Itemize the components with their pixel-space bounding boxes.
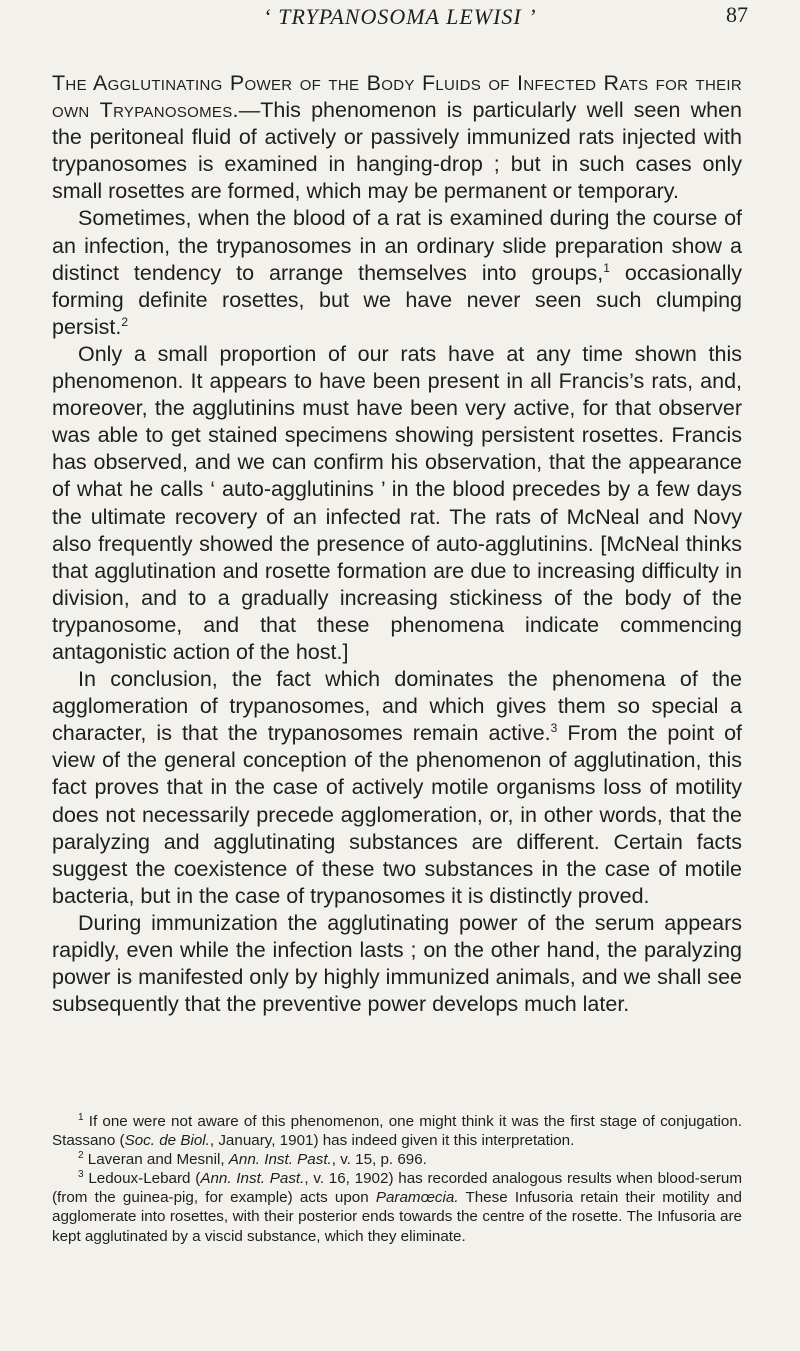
paragraph-5: During immunization the agglutinating power of the serum appears rapidly, even while the infection lasts ; on the other hand, the paralyzing power is manifested only by highly immunized animals, and we shall see subsequently that the preventive power develops much later.	[52, 910, 742, 1017]
paragraph-1	[52, 70, 742, 205]
footnote-2-text-b: , v. 15, p. 696.	[331, 1151, 427, 1169]
footnote-1	[52, 1112, 742, 1150]
footnote-3-text-b: , v. 16, 1902) has recorded analogous results when blood-serum (from the guinea-pig, for example) acts upon	[52, 1170, 742, 1207]
footnote-ref-1[interactable]: 1	[603, 260, 610, 275]
footnote-ref-2[interactable]: 2	[121, 314, 128, 329]
footnote-1-mark: 1	[78, 1112, 84, 1123]
footnote-3-mark: 3	[78, 1169, 84, 1181]
footnote-1-citation: Soc. de Biol.	[124, 1132, 210, 1150]
paragraph-4-text-a: In conclusion, the fact which dominates the phenomena of the agglomeration of trypanosomes, and which gives them so special a character, is that the trypanosomes remain active.	[52, 667, 742, 746]
paragraph-2	[52, 205, 742, 340]
footnote-3-genus: Paramœcia.	[375, 1189, 459, 1207]
paragraph-4	[52, 666, 742, 910]
paragraph-4-text-b: From the point of view of the general conception of the phenomenon of agglutination, this fact proves that in the case of actively motile organisms loss of motility does not necessarily precede agglomeration, or, in other words, that the paralyzing and agglutinating substances are different. Certain facts suggest the coexistence of these two substances in the case of motile bacteria, but in the case of trypanosomes it is distinctly proved.	[52, 721, 742, 908]
footnote-2-citation: Ann. Inst. Past.	[228, 1151, 332, 1169]
running-head: ‘ TRYPANOSOMA LEWISI ’	[263, 4, 537, 29]
footnote-3-text-a: Ledoux-Lebard (	[83, 1170, 201, 1188]
footnotes	[52, 1112, 742, 1246]
footnote-3-text-c: These Infusoria retain their motility and agglomerate into rosettes, with their posterior ends towards the centre of the rosette. The Infusoria are kept agglutinated by a viscid substance, which they eliminate.	[52, 1189, 742, 1245]
footnote-3	[52, 1169, 742, 1245]
paragraph-3: Only a small proportion of our rats have at any time shown this phenomenon. It appears to have been present in all Francis’s rats, and, moreover, the agglutinins must have been very active, for that observer was able to get stained specimens showing persistent rosettes. Francis has observed, and we can confirm his observation, that the appearance of what he calls ‘ auto-agglutinins ’ in the blood precedes by a few days the ultimate recovery of an infected rat. The rats of McNeal and Novy also frequently showed the presence of auto-agglutinins. [McNeal thinks that agglutination and rosette formation are due to increasing difficulty in division, and to a gradually increasing stickiness of the body of the trypanosome, and that these phenomena indicate commencing antagonistic action of the host.]	[52, 341, 742, 664]
body-text	[52, 70, 742, 1018]
paragraph-1-text: —This phenomenon is particularly well seen when the peritoneal fluid of actively or passively immunized rats injected with trypanosomes is examined in hanging-drop ; but in such cases only small rosettes are formed, which may be permanent or temporary.	[52, 98, 742, 204]
paragraph-2-text-a: Sometimes, when the blood of a rat is examined during the course of an infection, the trypanosomes in an ordinary slide preparation show a distinct tendency to arrange themselves into groups,	[52, 206, 742, 285]
footnote-2-mark: 2	[78, 1150, 84, 1162]
footnote-3-citation: Ann. Inst. Past.	[200, 1170, 305, 1188]
paragraph-2-text-b: occasionally forming definite rosettes, but we have never seen such clumping persist.	[52, 260, 743, 339]
page-number: 87	[726, 2, 748, 27]
footnote-1-text-a: If one were not aware of this phenomenon, one might think it was the first stage of conjugation. Stassano (	[52, 1113, 742, 1150]
footnote-2-text-a: Laveran and Mesnil,	[83, 1151, 229, 1169]
section-heading: The Agglutinating Power of the Body Fluids of Infected Rats for their own Trypanosomes.	[52, 71, 742, 123]
footnote-ref-3[interactable]: 3	[550, 721, 558, 736]
footnote-1-text-b: , January, 1901) has indeed given it this interpretation.	[209, 1132, 575, 1150]
footnote-2	[52, 1150, 742, 1169]
